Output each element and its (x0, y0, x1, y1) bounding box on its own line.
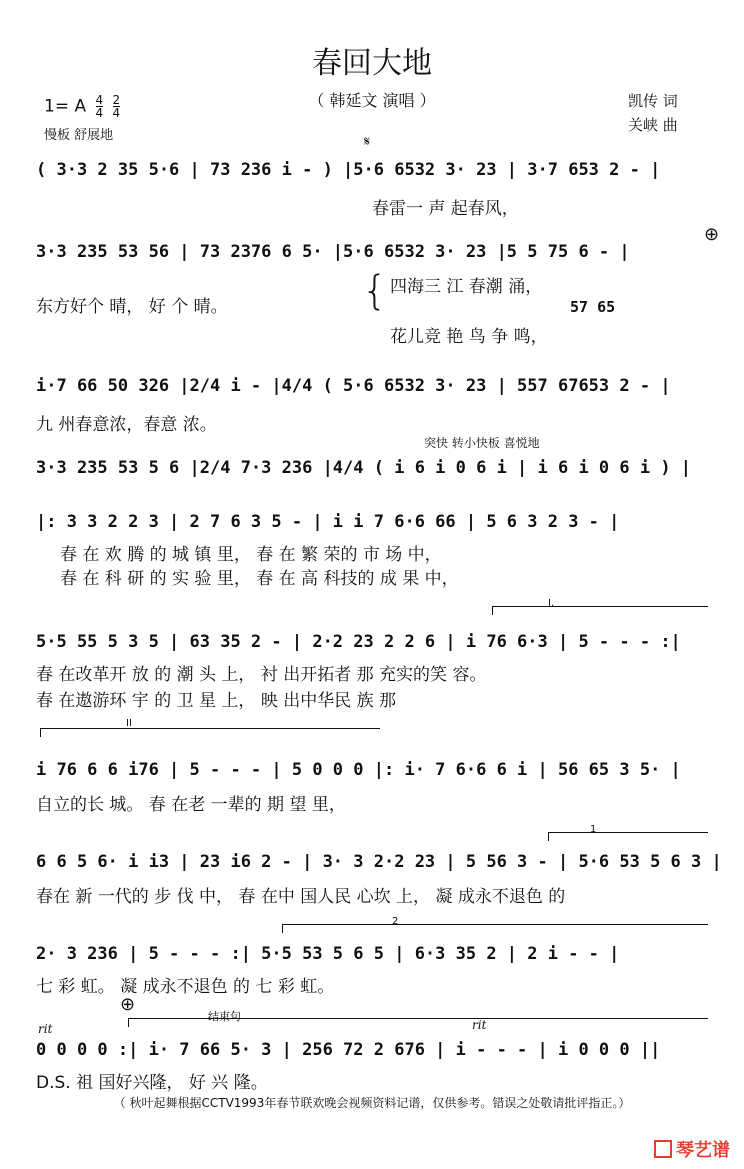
coda-icon: ⊕ (704, 224, 720, 245)
notation-line-7: i 76 6 6 i76 | 5 - - - | 5 0 0 0 |: i· 7 6·6 6 i | 56 65 3 5· | (36, 760, 681, 780)
rit-marking-2: rit (472, 1018, 487, 1032)
lyric-verse-b: 花儿竞 艳 鸟 争 鸣， (390, 327, 548, 347)
logo-mark-icon (654, 1140, 672, 1158)
rit-marking-1: rit (38, 1022, 53, 1036)
lyric-line-5b: 春 在 科 研 的 实 验 里， 春 在 高 科技的 成 果 中， (60, 569, 459, 589)
volta-label-4: 2 (392, 916, 399, 927)
verse-brace: { (362, 268, 388, 314)
volta-bracket-1 (492, 606, 708, 607)
key-label: 1= A (44, 96, 87, 117)
singer-credit: （ 韩延文 演唱 ） (308, 91, 436, 110)
lyric-verse-a: 四海三 江 春潮 涌， (390, 277, 543, 297)
notation-line-5: |: 3 3 2 2 3 | 2 7 6 3 5 - | i i 7 6·6 66 | 5 6 3 2 3 - | (36, 512, 620, 532)
alt-notation: 57 65 (570, 298, 616, 316)
notation-line-4: 3·3 235 53 5 6 |2/4 7·3 236 |4/4 ( i 6 i 0 6 i | i 6 i 0 6 i ) | (36, 458, 692, 478)
volta-label-3: 1 (590, 824, 597, 835)
tempo-marking: 慢板 舒展地 (44, 128, 114, 143)
lyric-line-6b: 春 在遨游环 宇 的 卫 星 上， 映 出中华民 族 那 (36, 691, 397, 711)
lyric-line-5a: 春 在 欢 腾 的 城 镇 里， 春 在 繁 荣的 市 场 中， (60, 545, 442, 565)
key-signature (44, 94, 120, 119)
notation-line-2: 3·3 235 53 56 | 73 2376 6 5· |5·6 6532 3· 23 |5 5 75 6 - | (36, 242, 630, 262)
notation-line-6: 5·5 55 5 3 5 | 63 35 2 - | 2·2 23 2 2 6 | i 76 6·3 | 5 - - - :| (36, 632, 681, 652)
segno-icon: 𝄋 (364, 134, 371, 150)
composer-credit: 关峡 曲 (628, 116, 678, 134)
lyric-line-6a: 春 在改革开 放 的 潮 头 上， 衬 出开拓者 那 充实的笑 容。 (36, 665, 487, 685)
lyric-line-2: 东方好个 晴， 好 个 晴。 (36, 297, 228, 317)
lyric-line-9: 七 彩 虹。 凝 成永不退色 的 七 彩 虹。 (36, 977, 335, 997)
time-signature-2: $\frac{2}{4}$ (112, 93, 121, 120)
volta-bracket-4 (282, 924, 708, 925)
time-signature-1: $\frac{4}{4}$ (95, 93, 104, 120)
site-logo: 琴艺谱 (654, 1136, 730, 1162)
notation-line-1: ( 3·3 2 35 5·6 | 73 236 i - ) |5·6 6532 3· 23 | 3·7 653 2 - | (36, 160, 661, 180)
tempo-change-annotation: 突快 转小快板 喜悦地 (424, 436, 540, 450)
score-title: 春回大地 (312, 46, 432, 81)
lyric-line-1: 春雷一 声 起春风， (372, 199, 519, 219)
notation-line-10: 0 0 0 0 :| i· 7 66 5· 3 | 256 72 2 676 | i - - - | i 0 0 0 || (36, 1040, 661, 1060)
lyricist-credit: 凯传 词 (628, 92, 678, 110)
volta-label-2: II (126, 718, 132, 729)
notation-line-8: 6 6 5 6· i i3 | 23 i6 2 - | 3· 3 2·2 23 | 5 56 3 - | 5·6 53 5 6 3 | (36, 852, 722, 872)
ending-label: 结束句 (208, 1010, 241, 1023)
notation-line-3: i·7 66 50 326 |2/4 i - |4/4 ( 5·6 6532 3· 23 | 557 67653 2 - | (36, 376, 671, 396)
notation-line-9: 2· 3 236 | 5 - - - :| 5·5 53 5 6 5 | 6·3 35 2 | 2 i - - | (36, 944, 620, 964)
coda-icon-2: ⊕ (120, 994, 136, 1015)
volta-bracket-3 (548, 832, 708, 833)
lyric-line-10: D.S. 祖 国好兴隆， 好 兴 隆。 (36, 1073, 268, 1093)
volta-bracket-2 (40, 728, 380, 729)
lyric-line-8: 春在 新 一代的 步 伐 中， 春 在中 国人民 心坎 上， 凝 成永不退色 的 (36, 887, 566, 907)
lyric-line-7: 自立的长 城。 春 在老 一辈的 期 望 里， (36, 795, 346, 815)
lyric-line-3: 九 州春意浓，春意 浓。 (36, 415, 217, 435)
transcription-note: （ 秋叶起舞根据CCTV1993年春节联欢晚会视频资料记谱，仅供参考。错误之处敬请批评指正。） (113, 1096, 631, 1110)
volta-label-1: I. (548, 598, 555, 609)
